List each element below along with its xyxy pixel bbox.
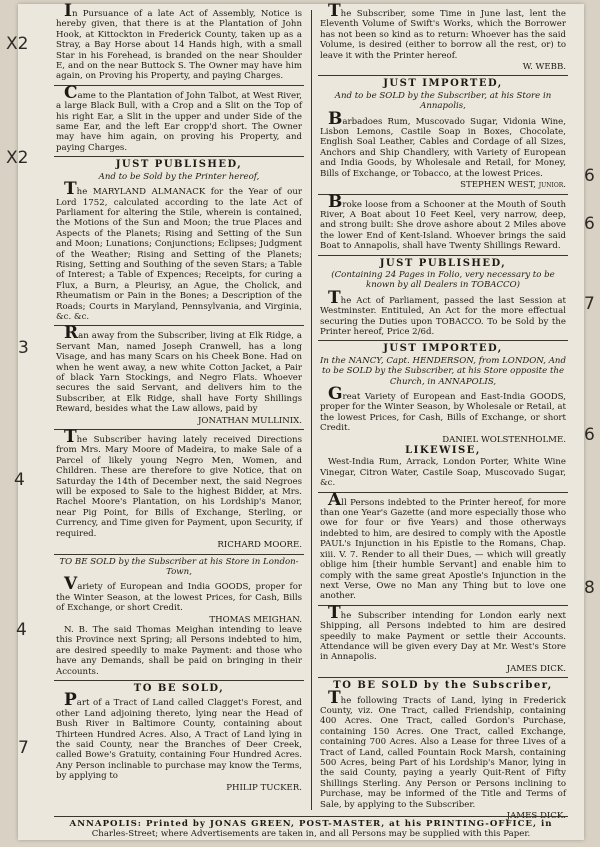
ad-signature: DANIEL WOLSTENHOLME. [442, 434, 566, 445]
margin-note: 6 [584, 166, 595, 186]
ad-heading-likewise: LIKEWISE, [405, 445, 481, 457]
margin-note: 4 [14, 470, 25, 490]
margin-note: 8 [584, 578, 595, 598]
ad-text: Part of a Tract of Land called Clagget's Forest, and other Land adjoining thereto, lying near the Head of Bush River in Baltimore County, containing about Thirteen Hundred Acres. Also, A Tract of Land lying in the said County, near the Branches of Deer Creek, called Bowe's Gratuity, containing Four Hundred Acres. Any Person inclinable to purchase may know the Terms, by applying to [56, 690, 302, 782]
ad-signature: JONATHAN MULLINIX. [197, 415, 302, 426]
margin-note: X2 [6, 34, 29, 54]
ad-text-likewise: West-India Rum, Arrack, London Porter, White Wine Vinegar, Citron Water, Castile Soap, Muscovado Sugar, &c. [320, 457, 566, 489]
ad-lent-book [318, 1, 568, 76]
ad-almanack [54, 157, 304, 326]
ad-text: Ran away from the Subscriber, living at Elk Ridge, a Servant Man, named Joseph Cranwell, has a long Visage, and has many Scars on his Cheek Bone. Had on when he went away, a new white Cotton Jacket, a Pair of black Yarn Stockings, and Negro Flats. Whoever secures the said Servant, and delivers him to the Subscriber, at Elk Ridge, shall have Forty Shillings Reward, besides what the Law allows, paid by [56, 323, 302, 415]
ad-text: In Pursuance of a late Act of Assembly, Notice is hereby given, that there is at the Plantation of John Hook, at Kittockton in Frederick County, taken up as a Stray, a Bay Horse about 14 Hands high, with a small Star in his Forehead, is branded on the near Shoulder E, and on the near Buttock S. The Owner may have him again, on Proving his Property, and paying Charges. [56, 1, 302, 82]
ad-subheading: And to be Sold by the Printer hereof, [98, 171, 260, 182]
ad-text: The following Tracts of Land, lying in Frederick County, viz. One Tract, called Friendship, containing 400 Acres. One Tract, called Gordon's Purchase, containing 150 Acres. One Tract, called Exchange, containing 700 Acres. Also a Lease for three Lives of a Tract of Land, called Fountain Rock Marsh, containing 500 Acres, being Part of his Lordship's Manor, lying in the said County, paying a yearly Quit-Rent of Fifty Shillings Sterling. Any Person or Persons inclining to Purchase, may be informed of the Title and Terms of Sale, by applying to the Subscriber. [320, 687, 566, 810]
imprint-line-1: ANNAPOLIS: Printed by JONAS GREEN, POST-MASTER, at his PRINTING-OFFICE, in [69, 819, 553, 829]
ad-text: The Subscriber intending for London early next Shipping, all Persons indebted to him are desired speedily to make Payment or settle their Accounts. Attendance will be given every Day at Mr. West's Store in Annapolis. [320, 602, 566, 663]
margin-note: 4 [16, 620, 27, 640]
ad-heading: JUST PUBLISHED, [115, 159, 243, 171]
ad-london-departure [318, 602, 568, 678]
margin-note: 6 [584, 214, 595, 234]
ad-text: Barbadoes Rum, Muscovado Sugar, Vidonia Wine, Lisbon Lemons, Castile Soap in Boxes, Chocolate, English Soal Leather, Cables and Cordage of all Sizes, Anchors and Ship Chandlery, with Variety of European and India Goods, by Wholesale and Retail, for Money, Bills of Exchange, or Tobacco, at the lowest Prices. [320, 108, 566, 179]
ad-subheading: In the NANCY, Capt. HENDERSON, from LONDON, And to be SOLD by the Subscriber, at his Store opposite the Church, in ANNAPOLIS, [320, 355, 566, 387]
left-column [54, 1, 304, 812]
column-rule [311, 10, 312, 810]
imprint-line-2: Charles-Street; where Advertisements are taken in, and all Persons may be supplied with this Paper. [91, 829, 531, 839]
ad-text: Came to the Plantation of John Talbot, at West River, a large Black Bull, with a Crop and a Slit on the Top of his right Ear, a Slit in the upper and under Side of the same Ear, and the left Ear cropp'd short. The Owner may have him again, on proving his Property, and paying Charges. [56, 82, 302, 153]
margin-note: X2 [6, 148, 29, 168]
ad-subheading: TO BE SOLD by the Subscriber at his Store in London-Town, [59, 556, 299, 577]
ad-land-sale [54, 681, 304, 796]
ad-text: Broke loose from a Schooner at the Mouth of South River, A Boat about 10 Feet Keel, very narrow, deep, and strong built: She drove ashore about 2 Miles above the lower End of Kent-Island. Whoever brings the said Boat to Annapolis, shall have Twenty Shillings Reward. [320, 191, 566, 252]
ad-text: The Subscriber, some Time in June last, lent the Eleventh Volume of Swift's Works, which the Borrower has not been so kind as to return: Whoever has the said Volume, is desired (either to borrow all the rest, or) to leave it with the Printer hereof. [320, 1, 566, 61]
ad-signature: STEPHEN WEST, junior. [460, 180, 566, 191]
ad-tobacco-act [318, 256, 568, 342]
ad-signature: THOMAS MEIGHAN. [209, 614, 302, 625]
ad-text: The MARYLAND ALMANACK for the Year of our Lord 1752, calculated according to the late Act of Parliament for altering the Stile, wherein is contained, the Motions of the Sun and Moon; the true Places and Aspects of the Planets; Rising and Setting of the Sun and Moon; Lunations; Conjunctions; Eclipses; Judgment of the Weather; Rising and Setting of the Planets; Rising, Setting and Southing of the seven Stars; a Table of Interest; a Table of Expences; Receipts, for curing a Flux, a Burn, a Pleurisy, an Ague, the Cholick, and Rheumatism or Pain in the Bones; a Description of the Roads; Courts in Maryland, Pennsylvania, and Virginia, &c. &c. [56, 179, 302, 322]
ad-signature: JAMES DICK. [506, 811, 566, 822]
ad-heading: TO BE SOLD, [133, 682, 225, 694]
ad-subheading: And to be SOLD by the Subscriber, at his Store in Annapolis, [334, 90, 552, 112]
ad-signature: JAMES DICK. [506, 663, 566, 674]
ad-signature: W. WEBB. [522, 62, 566, 73]
ad-imported-goods [318, 76, 568, 194]
ad-runaway-servant [54, 323, 304, 430]
margin-note: 6 [584, 425, 595, 445]
ad-text-nb: N. B. The said Thomas Meighan intending to leave this Province next Spring; all Persons indebted to him, are desired speedily to make Payment: and those who have any Demands, shall be paid on bringing in their Accounts. [56, 624, 302, 677]
ad-sale-notice [54, 427, 304, 554]
margin-note: 7 [584, 294, 595, 314]
ad-heading: JUST IMPORTED, [383, 343, 503, 355]
ad-text: Great Variety of European and East-India GOODS, proper for the Winter Season, by Wholesale or Retail, at the lowest Prices, for Cash, Bills of Exchange, or short Credit. [320, 384, 566, 434]
ad-heading: JUST IMPORTED, [383, 78, 503, 90]
ad-lost-boat [318, 191, 568, 256]
ad-heading: TO BE SOLD by the Subscriber, [333, 680, 553, 692]
ad-signature: RICHARD MOORE. [217, 540, 302, 551]
ad-printer-debts [318, 489, 568, 606]
newspaper-page [18, 1, 584, 840]
ad-frederick-land [318, 678, 568, 824]
ad-heading: JUST PUBLISHED, [379, 257, 507, 269]
margin-note: 3 [18, 338, 29, 358]
ad-text: The Act of Parliament, passed the last Session at Westminster. Entituled, An Act for the more effectual securing the Duties upon TOBACCO. To be Sold by the Printer hereof, Price 2/6d. [320, 287, 566, 337]
imprint-footer [54, 816, 568, 839]
ad-text: The Subscriber having lately received Directions from Mrs. Mary Moore of Madeira, to make Sale of a Parcel of likely young Negro Men, Women, and Children. These are therefore to give Notice, that on Saturday the 14th of December next, the said Negroes will be exposed to Sale to the highest Bidder, at Mrs. Rachel Moore's Plantation, on his Lordship's Manor, near Pig Point, for Bills of Exchange, Sterling, or Currency, and Time given for Payment, upon Security, if required. [56, 427, 302, 539]
margin-note: 7 [18, 738, 29, 758]
right-column [318, 1, 568, 822]
ad-signature: PHILIP TUCKER. [226, 782, 302, 793]
ad-stray-horse [54, 1, 304, 86]
ad-london-town-store [54, 555, 304, 681]
ad-text: Variety of European and India GOODS, proper for the Winter Season, at the lowest Prices, for Cash, Bills of Exchange, or short Credit. [56, 574, 302, 614]
ad-stray-bull [54, 82, 304, 157]
ad-nancy-imports [318, 341, 568, 492]
ad-subheading: (Containing 24 Pages in Folio, very necessary to be known by all Dealers in TOBACCO) [331, 269, 555, 291]
ad-text: All Persons indebted to the Printer hereof, for more than one Year's Gazette (and more especially those who owe for four or five Years) and those otherways indebted to him, are desired to comply with the Apostle PAUL's Injunction in his Epistle to the Romans, Chap. xiii. V. 7. Render to all their Dues, — which will greatly oblige him [their humble Servant] and enable him to comply with the same great Apostle's Injunction in the next Verse, Owe no Man any Thing but to love one another. [320, 489, 566, 602]
